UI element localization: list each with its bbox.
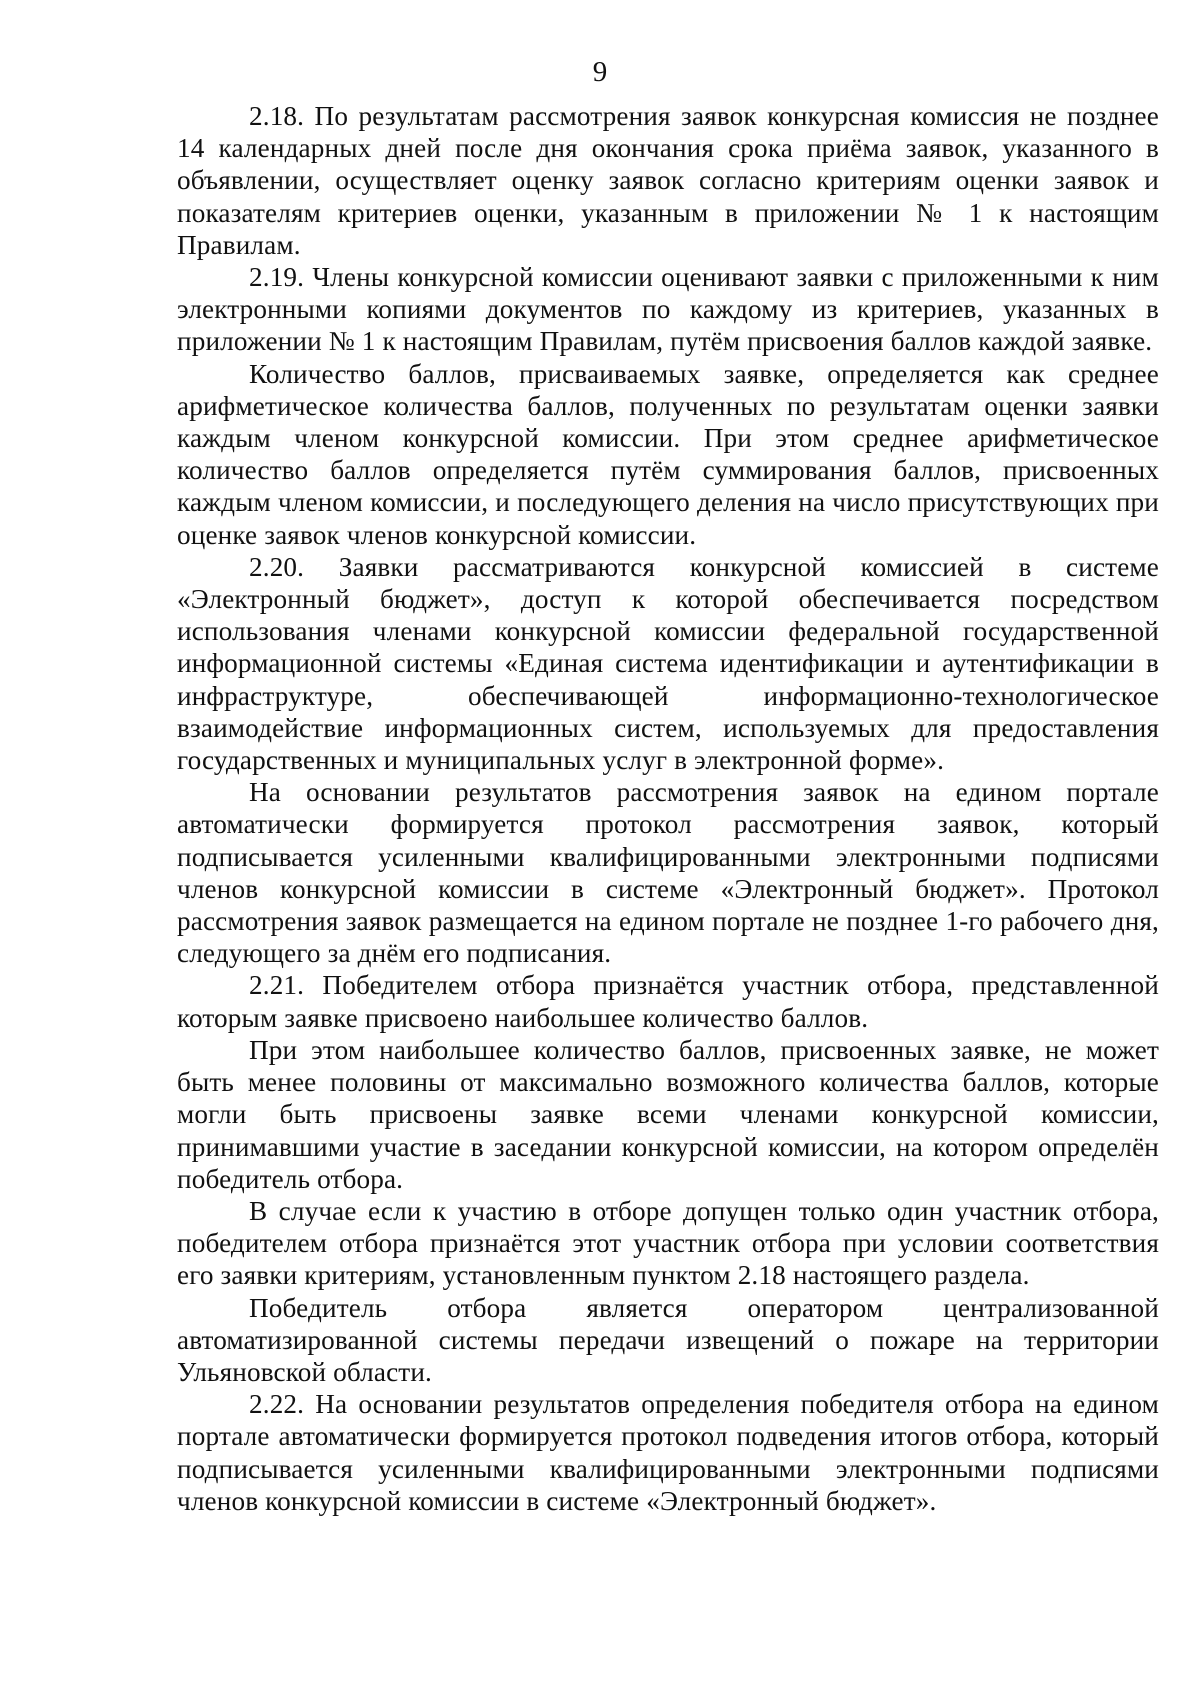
paragraph-2-18: 2.18. По результатам рассмотрения заявок конкурсная комиссия не позднее 14 календарных дней после дня окончания срока приёма заявок, указанного в объявлении, осуществляет оценку заявок согласно критериям оценки заявок и показателям критериев оценки, указанным в приложении № 1 к настоящим Правилам. [177,101,1159,260]
paragraph-single-participant: В случае если к участию в отборе допущен только один участник отбора, победителем отбора признаётся этот участник отбора при условии соответствия его заявки критериям, установленным пунктом 2.18 настоящего раздела. [177,1195,1159,1291]
document-body [177,100,1159,1517]
paragraph-review-protocol: На основании результатов рассмотрения заявок на едином портале автоматически формируется протокол рассмотрения заявок, который подписывается усиленными квалифицированными электронными подписями членов конкурсной комиссии в системе «Электронный бюджет». Протокол рассмотрения заявок размещается на едином портале не позднее 1-го рабочего дня, следующего за днём его подписания. [177,777,1159,969]
paragraph-2-22: 2.22. На основании результатов определения победителя отбора на едином портале автоматически формируется протокол подведения итогов отбора, который подписывается усиленными квалифицированными электронными подписями членов конкурсной комиссии в системе «Электронный бюджет». [177,1389,1159,1516]
paragraph-scoring-average: Количество баллов, присваиваемых заявке, определяется как среднее арифметическое количества баллов, полученных по результатам оценки заявки каждым членом конкурсной комиссии. При этом среднее арифметическое количество баллов определяется путём суммирования баллов, присвоенных каждым членом комиссии, и последующего деления на число присутствующих при оценке заявок членов конкурсной комиссии. [177,358,1159,550]
paragraph-2-20: 2.20. Заявки рассматриваются конкурсной комиссией в системе «Электронный бюджет», доступ к которой обеспечивается посредством использования членами конкурсной комиссии федеральной государственной информационной системы «Единая система идентификации и аутентификации в инфраструктуре, обеспечивающей информационно-технологическое взаимодействие информационных систем, используемых для предоставления государственных и муниципальных услуг в электронной форме». [177,551,1159,776]
paragraph-2-21: 2.21. Победителем отбора признаётся участник отбора, представленной которым заявке присвоено наибольшее количество баллов. [177,970,1159,1033]
page-number: 9 [592,56,608,88]
paragraph-minimum-score: При этом наибольшее количество баллов, присвоенных заявке, не может быть менее половины от максимально возможного количества баллов, которые могли быть присвоены заявке всеми членами конкурсной комиссии, принимавшими участие в заседании конкурсной комиссии, на котором определён победитель отбора. [177,1034,1159,1194]
paragraph-2-19: 2.19. Члены конкурсной комиссии оценивают заявки с приложенными к ним электронными копиями документов по каждому из критериев, указанных в приложении № 1 к настоящим Правилам, путём присвоения баллов каждой заявке. [177,262,1159,357]
paragraph-winner-operator: Победитель отбора является оператором централизованной автоматизированной системы передачи извещений о пожаре на территории Ульяновской области. [177,1292,1159,1387]
